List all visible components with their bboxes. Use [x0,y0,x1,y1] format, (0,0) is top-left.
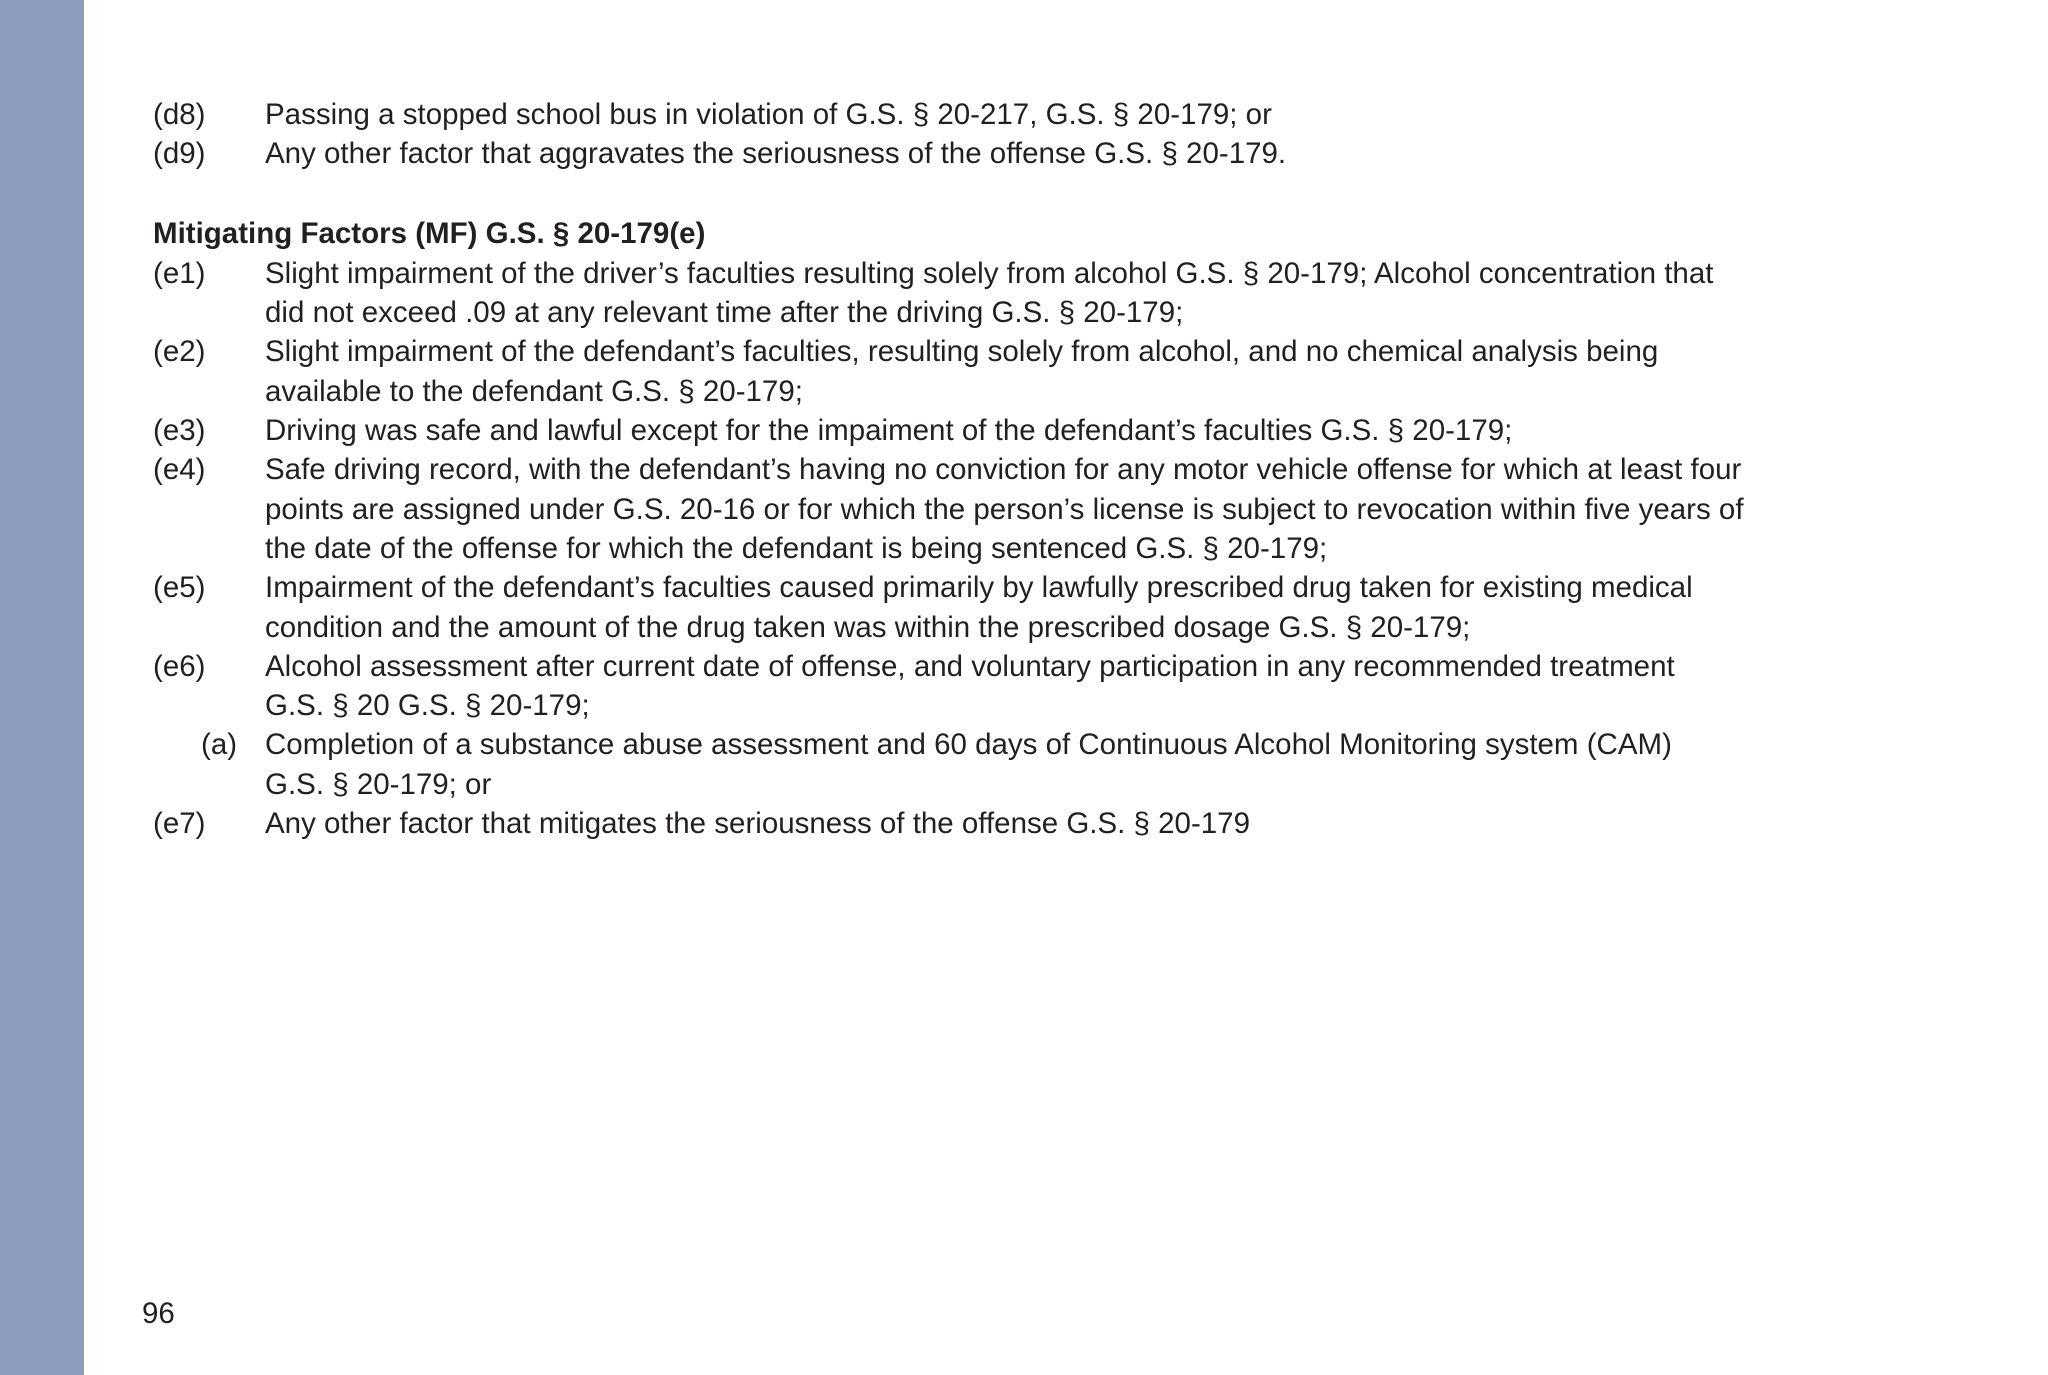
item-line: did not exceed .09 at any relevant time after the driving G.S. § 20-179; [265,296,1184,330]
item-label: (d9) [153,137,206,171]
list-item-e4 [153,450,1853,568]
item-line: the date of the offense for which the defendant is being sentenced G.S. § 20-179; [265,531,1328,565]
list-item-e3 [153,411,1853,450]
item-line: Completion of a substance abuse assessment and 60 days of Continuous Alcohol Monitoring system (CAM) [265,728,1672,762]
item-label: (e5) [153,571,206,605]
item-line: points are assigned under G.S. 20-16 or for which the person’s license is subject to revocation within five years of [265,492,1744,526]
item-line: available to the defendant G.S. § 20-179; [265,374,803,408]
side-color-bar [0,0,84,1375]
item-line: Slight impairment of the driver’s faculties resulting solely from alcohol G.S. § 20-179; Alcohol concentration that [265,256,1714,290]
list-item-d8 [153,95,1853,134]
page-number: 96 [142,1297,175,1330]
item-label: (e3) [153,414,206,448]
item-label: (d8) [153,98,206,131]
item-line: Any other factor that mitigates the seriousness of the offense G.S. § 20-179 [265,807,1250,841]
list-item-d9 [153,134,1853,173]
item-line: G.S. § 20 G.S. § 20-179; [265,689,590,723]
list-item-e1 [153,254,1853,333]
item-line: G.S. § 20-179; or [265,767,492,801]
item-line: Alcohol assessment after current date of offense, and voluntary participation in any recommended treatment [265,649,1675,683]
list-item-e2 [153,332,1853,411]
item-text: Passing a stopped school bus in violation of G.S. § 20-217, G.S. § 20-179; or [265,98,1272,131]
item-label: (a) [201,728,238,762]
item-label: (e2) [153,335,206,369]
section-heading-mitigating: Mitigating Factors (MF) G.S. § 20-179(e) [153,216,706,250]
item-line: Safe driving record, with the defendant’s having no conviction for any motor vehicle offense for which at least four [265,453,1742,487]
list-item-e6 [153,647,1853,726]
item-label: (e4) [153,453,206,487]
item-label: (e7) [153,807,206,841]
item-label: (e1) [153,256,206,290]
item-line: Impairment of the defendant’s faculties caused primarily by lawfully prescribed drug taken for existing medical [265,571,1693,605]
document-body [153,95,1853,843]
list-item-e7 [153,804,1853,843]
list-subitem-a [153,725,1853,804]
item-line: Slight impairment of the defendant’s faculties, resulting solely from alcohol, and no chemical analysis being [265,335,1659,369]
item-line: condition and the amount of the drug taken was within the prescribed dosage G.S. § 20-179; [265,610,1471,644]
item-text: Any other factor that aggravates the seriousness of the offense G.S. § 20-179. [265,137,1287,171]
item-line: Driving was safe and lawful except for the impaiment of the defendant’s faculties G.S. § 20-179; [265,414,1513,448]
item-label: (e6) [153,649,206,683]
list-item-e5 [153,568,1853,647]
